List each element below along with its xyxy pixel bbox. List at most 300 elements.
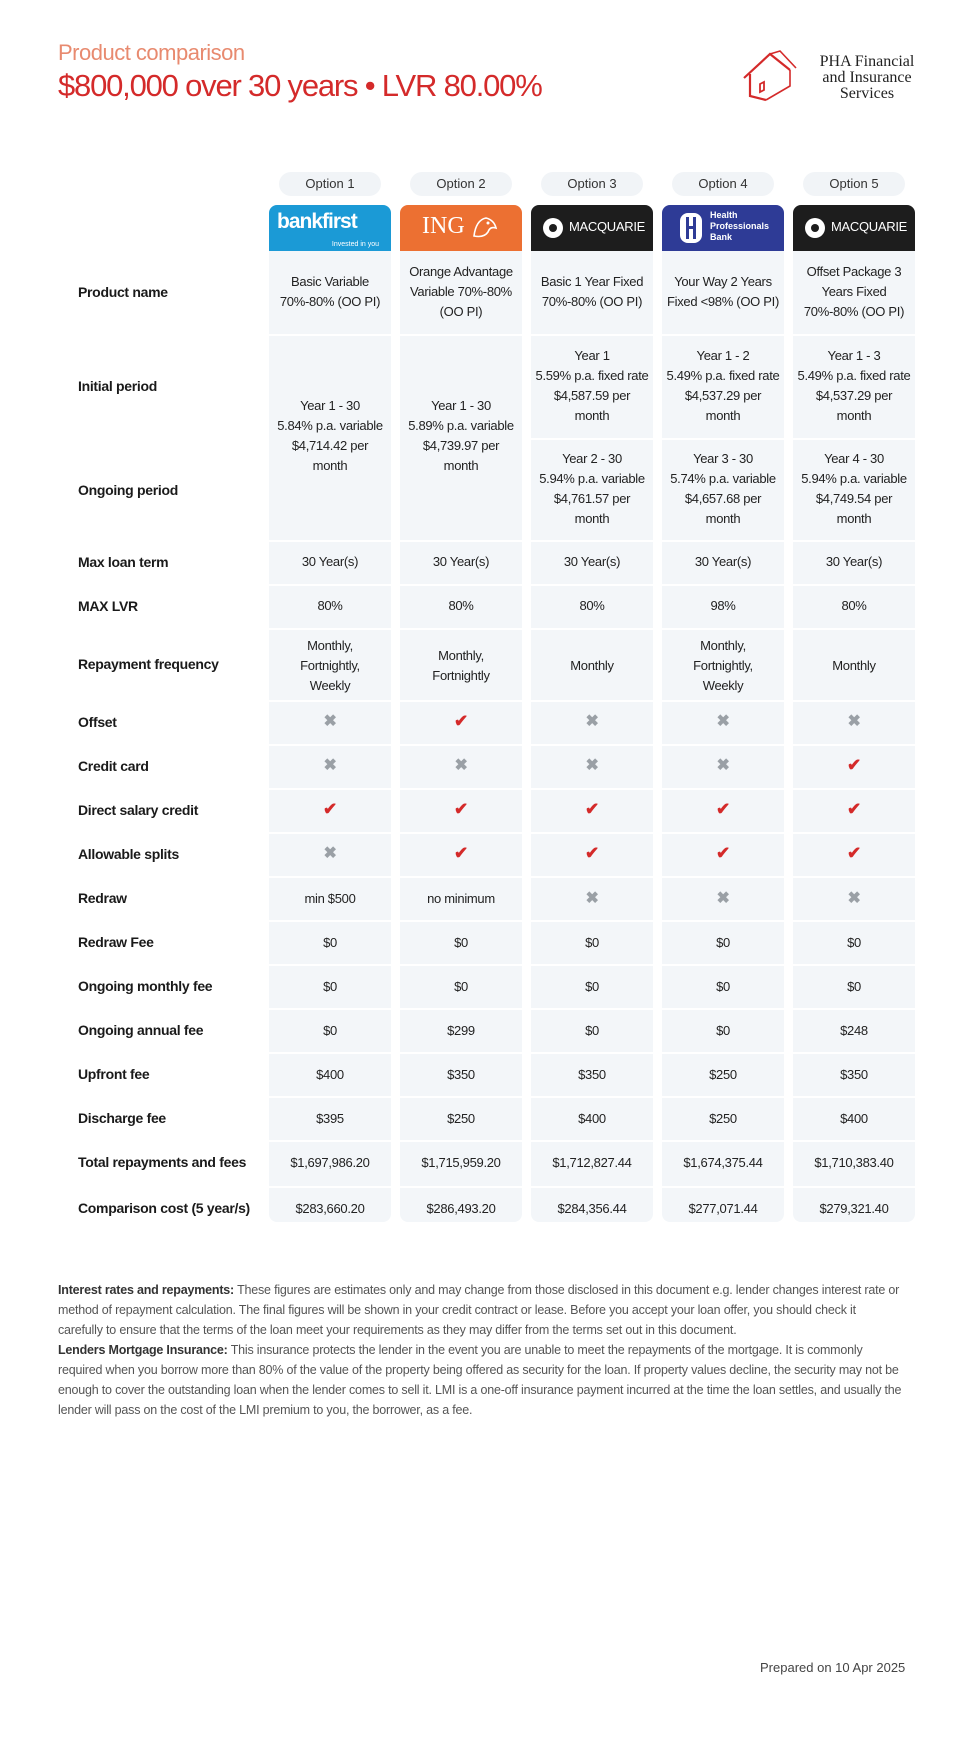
ongoing-monthly-fee-cell: $0 [847,979,861,994]
row-separator [662,700,784,702]
row-separator [662,920,784,922]
row-separator [531,628,653,630]
redraw-cell [662,889,784,909]
macquarie-wordmark: MACQUARIE [831,219,908,234]
row-separator [531,1140,653,1142]
row-separator [400,540,522,542]
row-separator [531,744,653,746]
period-separator [531,438,653,440]
max-lvr-cell: 80% [841,598,867,613]
row-separator [400,628,522,630]
credit-card-cell [531,756,653,776]
interest-footnote [58,1280,903,1340]
total-repayments-cell: $1,715,959.20 [421,1155,501,1170]
page-subtitle: Product comparison [58,40,245,65]
row-label-ongoing-monthly-fee: Ongoing monthly fee [78,978,213,994]
row-separator [269,876,391,878]
row-separator [662,584,784,586]
row-separator [269,788,391,790]
cell-line: month [574,511,610,526]
ongoing-monthly-fee-cell: $0 [716,979,730,994]
redraw-cell [793,889,915,909]
brand-logo [740,46,930,106]
row-separator [400,788,522,790]
total-repayments-cell: $1,710,383.40 [814,1155,894,1170]
row-label-direct-salary-credit: Direct salary credit [78,802,199,818]
total-repayments-cell: $1,697,986.20 [290,1155,370,1170]
row-separator [793,1186,915,1188]
row-separator [793,700,915,702]
row-separator [400,584,522,586]
row-separator [531,1096,653,1098]
offset-cell [269,712,391,732]
footnotes [58,1280,903,1420]
cell-line: 5.94% p.a. variable [801,471,907,486]
cell-line: month [705,511,741,526]
cell-line: Year 1 - 30 [431,398,491,413]
allowable-splits-cell [793,844,915,865]
tick-icon: ✔ [454,711,468,731]
ongoing-monthly-fee-cell: $0 [323,979,337,994]
row-separator [531,832,653,834]
row-separator [793,744,915,746]
direct-salary-credit-cell [531,800,653,821]
cell-line: Offset Package 3 [806,264,902,279]
period-separator [662,438,784,440]
period-separator [793,438,915,440]
row-separator [269,964,391,966]
macquarie-wordmark: MACQUARIE [569,219,646,234]
allowable-splits-cell [531,844,653,865]
bankfirst-wordmark: bankfirst [277,210,357,233]
cross-icon: ✖ [847,890,861,907]
product-name-cell [793,262,915,322]
hpb-emblem-icon [678,211,704,245]
cell-line: Monthly, [700,638,746,653]
row-separator [531,584,653,586]
row-separator [662,1052,784,1054]
lmi-footnote-title: Lenders Mortgage Insurance: [58,1343,228,1357]
row-separator [662,334,784,336]
max-loan-term-cell: 30 Year(s) [432,554,490,569]
row-separator [400,744,522,746]
row-separator [531,700,653,702]
lmi-footnote [58,1340,903,1420]
redraw-fee-cell: $0 [323,935,337,950]
row-separator [662,788,784,790]
row-separator [662,876,784,878]
cell-line: Year 3 - 30 [693,451,753,466]
cell-line: 5.94% p.a. variable [539,471,645,486]
initial-period-cell [793,346,915,426]
max-lvr-cell: 80% [317,598,343,613]
row-separator [662,1140,784,1142]
cell-line: month [574,408,610,423]
row-separator [793,1052,915,1054]
row-separator [400,1052,522,1054]
row-label-ongoing-period: Ongoing period [78,482,179,498]
allowable-splits-cell [269,844,391,864]
row-separator [269,700,391,702]
brand-name-line3: Services [839,85,895,102]
row-separator [269,334,391,336]
discharge-fee-cell: $400 [840,1111,868,1126]
ongoing-period-cell [531,449,653,529]
tick-icon: ✔ [716,843,730,863]
redraw-fee-cell: $0 [716,935,730,950]
row-separator [531,920,653,922]
cell-line: $4,587.59 per [553,388,631,403]
discharge-fee-cell: $250 [709,1111,737,1126]
option-label-5: Option 5 [803,172,905,196]
row-separator [400,1186,522,1188]
cross-icon: ✖ [716,890,730,907]
row-label-upfront-fee: Upfront fee [78,1066,150,1082]
row-label-total-repayments: Total repayments and fees [78,1154,247,1170]
row-separator [400,1096,522,1098]
row-separator [662,628,784,630]
cell-line: Year 4 - 30 [824,451,884,466]
redraw-cell: min $500 [304,891,356,906]
tick-icon: ✔ [847,799,861,819]
direct-salary-credit-cell [400,800,522,821]
bank-logo-5 [793,205,915,251]
cell-line: 5.59% p.a. fixed rate [535,368,649,383]
hpb-wordmark-line: Health [710,210,738,220]
credit-card-cell [400,756,522,776]
row-separator [793,1140,915,1142]
cross-icon: ✖ [585,713,599,730]
row-separator [269,832,391,834]
ing-wordmark: ING [422,213,465,239]
row-separator [531,1186,653,1188]
product-name-cell [662,272,784,312]
cell-line: Orange Advantage [409,264,513,279]
cell-line: Year 1 - 3 [827,348,881,363]
row-separator [269,744,391,746]
initial-period-cell [662,346,784,426]
row-label-comparison-cost: Comparison cost (5 year/s) [78,1200,250,1216]
cell-line: $4,537.29 per [684,388,762,403]
repayment-frequency-cell [793,656,915,676]
cell-line: month [312,458,348,473]
option-label-2: Option 2 [410,172,512,196]
upfront-fee-cell: $400 [316,1067,344,1082]
row-label-allowable-splits: Allowable splits [78,846,179,862]
bank-logo-1 [269,205,391,251]
tick-icon: ✔ [847,755,861,775]
bankfirst-tagline: Invested in you [331,241,379,248]
cell-line: (OO PI) [439,304,483,319]
row-separator [269,1186,391,1188]
cell-line: Fixed <98% (OO PI) [666,294,779,309]
cross-icon: ✖ [585,757,599,774]
ongoing-period-cell [662,449,784,529]
credit-card-cell [269,756,391,776]
cell-line: 70%-80% (OO PI) [541,294,643,309]
upfront-fee-cell: $350 [578,1067,606,1082]
tick-icon: ✔ [716,799,730,819]
row-separator [662,832,784,834]
ongoing-monthly-fee-cell: $0 [454,979,468,994]
macquarie-emblem-icon [543,218,563,238]
credit-card-cell [662,756,784,776]
max-loan-term-cell: 30 Year(s) [563,554,621,569]
cell-line: 5.84% p.a. variable [277,418,383,433]
row-separator [269,584,391,586]
product-name-cell [531,272,653,312]
ongoing-period-cell [793,449,915,529]
cell-line: 5.74% p.a. variable [670,471,776,486]
cell-line: Monthly, [307,638,353,653]
row-label-redraw: Redraw [78,890,127,906]
cell-line: 70%-80% (OO PI) [279,294,381,309]
direct-salary-credit-cell [269,800,391,821]
cell-line: month [443,458,479,473]
total-repayments-cell: $1,674,375.44 [683,1155,763,1170]
bank-logo-3 [531,205,653,251]
cross-icon: ✖ [323,713,337,730]
cell-line: month [836,408,872,423]
row-separator [269,540,391,542]
cell-line: Monthly [832,658,876,673]
cell-line: Weekly [702,678,744,693]
cell-line: $4,714.42 per [291,438,369,453]
row-label-credit-card: Credit card [78,758,149,774]
redraw-cell: no minimum [427,891,495,906]
cell-line: $4,657.68 per [684,491,762,506]
brand-name-line2: and Insurance [822,69,912,86]
row-separator [793,628,915,630]
tick-icon: ✔ [585,843,599,863]
row-separator [662,1008,784,1010]
ongoing-annual-fee-cell: $299 [447,1023,475,1038]
option-label-3: Option 3 [541,172,643,196]
tick-icon: ✔ [454,799,468,819]
hpb-wordmark-line: Bank [710,232,733,242]
redraw-cell [531,889,653,909]
cell-line: Year 1 [574,348,610,363]
offset-cell [531,712,653,732]
row-label-max-lvr: MAX LVR [78,598,138,614]
variable-period-cell [400,396,522,476]
initial-period-cell [531,346,653,426]
cell-line: 70%-80% (OO PI) [803,304,905,319]
discharge-fee-cell: $395 [316,1111,344,1126]
tick-icon: ✔ [847,843,861,863]
allowable-splits-cell [400,844,522,865]
row-separator [531,876,653,878]
cell-line: Variable 70%-80% [410,284,512,299]
row-separator [400,1140,522,1142]
row-separator [793,832,915,834]
repayment-frequency-cell [662,636,784,696]
row-separator [662,964,784,966]
repayment-frequency-cell [400,646,522,686]
comparison-cost-cell: $277,071.44 [688,1201,758,1216]
max-loan-term-cell: 30 Year(s) [825,554,883,569]
offset-cell [793,712,915,732]
cell-line: Fortnightly [432,668,490,683]
row-separator [531,1052,653,1054]
cross-icon: ✖ [454,757,468,774]
cell-line: Your Way 2 Years [674,274,772,289]
cell-line: 5.49% p.a. fixed rate [797,368,911,383]
hpb-wordmark-line: Professionals [710,221,770,231]
row-separator [269,1008,391,1010]
row-label-initial-period: Initial period [78,378,158,394]
discharge-fee-cell: $250 [447,1111,475,1126]
header [58,40,542,104]
cell-line: $4,761.57 per [553,491,631,506]
row-separator [400,964,522,966]
row-label-offset: Offset [78,714,117,730]
offset-cell [400,712,522,733]
upfront-fee-cell: $350 [840,1067,868,1082]
hpb-wordmark [710,210,769,243]
house-logo-icon [740,48,800,102]
row-separator [793,1008,915,1010]
cell-line: $4,537.29 per [815,388,893,403]
row-separator [662,744,784,746]
row-separator [269,1052,391,1054]
tick-icon: ✔ [323,799,337,819]
ongoing-annual-fee-cell: $248 [840,1023,868,1038]
row-separator [400,920,522,922]
row-label-discharge-fee: Discharge fee [78,1110,166,1126]
macquarie-emblem-icon [805,218,825,238]
max-lvr-cell: 98% [710,598,736,613]
cell-line: 5.89% p.a. variable [408,418,514,433]
row-separator [793,920,915,922]
row-separator [793,1096,915,1098]
total-repayments-cell: $1,712,827.44 [552,1155,632,1170]
comparison-cost-cell: $286,493.20 [426,1201,496,1216]
upfront-fee-cell: $350 [447,1067,475,1082]
cell-line: $4,739.97 per [422,438,500,453]
cell-line: Basic Variable [291,274,369,289]
row-label-product-name: Product name [78,284,168,300]
brand-name-line1: PHA Financial [819,53,915,70]
row-separator [400,876,522,878]
interest-footnote-title: Interest rates and repayments: [58,1283,235,1297]
row-separator [531,540,653,542]
credit-card-cell [793,756,915,777]
repayment-frequency-cell [531,656,653,676]
row-separator [793,540,915,542]
ongoing-annual-fee-cell: $0 [323,1023,337,1038]
row-label-repayment-frequency: Repayment frequency [78,656,219,672]
row-separator [269,1096,391,1098]
row-separator [793,334,915,336]
cell-line: Fortnightly, [693,658,753,673]
row-separator [531,334,653,336]
row-separator [400,1008,522,1010]
repayment-frequency-cell [269,636,391,696]
row-separator [793,788,915,790]
cell-line: month [705,408,741,423]
cross-icon: ✖ [585,890,599,907]
interest-footnote-text: These figures are estimates only and may change from those disclosed in this document e.g. lender changes interest rate or method of repayment calculation. The final figures will be shown in your credit contract or lease. Before you accept your loan offer, you should check it carefully to ensure that the terms of the loan meet your requirements as they may differ from the terms set out in this document. [58,1283,900,1337]
ongoing-monthly-fee-cell: $0 [585,979,599,994]
cell-line: Monthly [570,658,614,673]
bank-logo-4 [662,205,784,251]
row-separator [400,700,522,702]
row-separator [269,1140,391,1142]
option-label-4: Option 4 [672,172,774,196]
product-name-cell [269,272,391,312]
row-separator [662,540,784,542]
cell-line: Year 1 - 30 [300,398,360,413]
comparison-cost-cell: $279,321.40 [819,1201,889,1216]
cell-line: Basic 1 Year Fixed [540,274,644,289]
prepared-date: Prepared on 10 Apr 2025 [760,1660,906,1675]
lion-icon [470,214,500,240]
upfront-fee-cell: $250 [709,1067,737,1082]
row-separator [793,876,915,878]
cell-line: Weekly [309,678,351,693]
offset-cell [662,712,784,732]
cell-line: Year 1 - 2 [696,348,750,363]
lmi-footnote-text: This insurance protects the lender in the event you are unable to meet the repayments of the mortgage. It is commonly required when you borrow more than 80% of the value of the property being offered as security for the loan. If property values decline, the security may not be enough to cover the outstanding loan when the lender comes to sell it. LMI is a one-off insurance payment incurred at the time the loan settles, and usually the lender will pass on the cost of the LMI premium to you, the borrower, as a fee. [58,1343,902,1417]
bank-logo-2 [400,205,522,251]
cross-icon: ✖ [716,713,730,730]
row-separator [793,584,915,586]
row-separator [269,628,391,630]
cell-line: Year 2 - 30 [562,451,622,466]
row-label-redraw-fee: Redraw Fee [78,934,154,950]
max-lvr-cell: 80% [579,598,605,613]
allowable-splits-cell [662,844,784,865]
variable-period-cell [269,396,391,476]
row-separator [662,1096,784,1098]
comparison-cost-cell: $283,660.20 [295,1201,365,1216]
cell-line: month [836,511,872,526]
tick-icon: ✔ [454,843,468,863]
row-separator [269,920,391,922]
cross-icon: ✖ [716,757,730,774]
ongoing-annual-fee-cell: $0 [716,1023,730,1038]
row-label-ongoing-annual-fee: Ongoing annual fee [78,1022,204,1038]
direct-salary-credit-cell [793,800,915,821]
cross-icon: ✖ [323,757,337,774]
max-loan-term-cell: 30 Year(s) [301,554,359,569]
row-separator [400,334,522,336]
redraw-fee-cell: $0 [847,935,861,950]
cell-line: Monthly, [438,648,484,663]
row-separator [531,1008,653,1010]
row-separator [662,1186,784,1188]
max-loan-term-cell: 30 Year(s) [694,554,752,569]
cell-line: $4,749.54 per [815,491,893,506]
max-lvr-cell: 80% [448,598,474,613]
row-separator [531,964,653,966]
row-label-max-loan-term: Max loan term [78,554,169,570]
cell-line: Fortnightly, [300,658,360,673]
cell-line: Years Fixed [821,284,887,299]
product-name-cell [400,262,522,322]
option-label-1: Option 1 [279,172,381,196]
comparison-cost-cell: $284,356.44 [557,1201,627,1216]
cross-icon: ✖ [847,713,861,730]
row-separator [400,832,522,834]
redraw-fee-cell: $0 [585,935,599,950]
discharge-fee-cell: $400 [578,1111,606,1126]
row-separator [793,964,915,966]
cross-icon: ✖ [323,845,337,862]
cell-line: 5.49% p.a. fixed rate [666,368,780,383]
direct-salary-credit-cell [662,800,784,821]
